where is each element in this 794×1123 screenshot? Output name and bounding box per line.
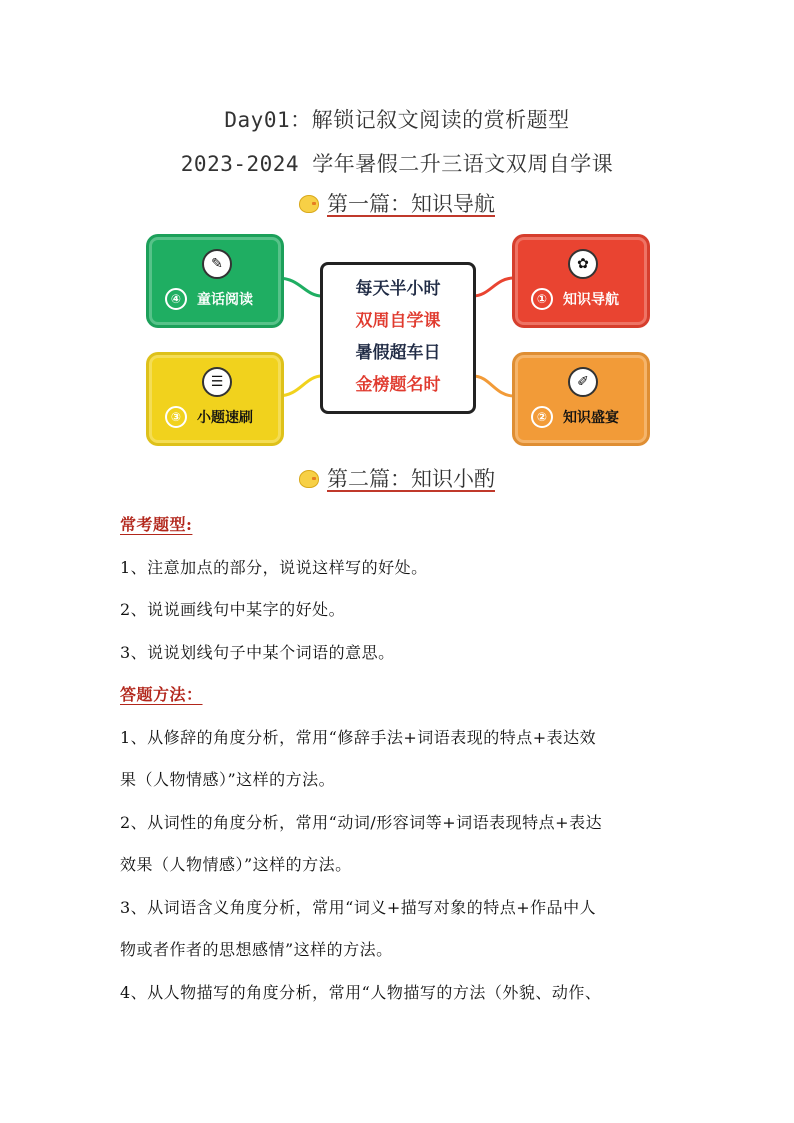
center-line: 双周自学课 bbox=[355, 311, 441, 331]
document-title: Day01：解锁记叙文阅读的赏析题型 bbox=[224, 108, 570, 132]
answer-method-line: 果（人物情感）”这样的方法。 bbox=[120, 770, 336, 789]
card-label: 童话阅读 bbox=[197, 292, 253, 308]
section2-label: 第二篇：知识小酌 bbox=[327, 467, 495, 491]
question-type-item: 2、说说画线句中某字的好处。 bbox=[120, 600, 346, 619]
card-number: ① bbox=[531, 288, 553, 310]
chick-icon bbox=[299, 195, 319, 213]
answer-method-line: 4、从人物描写的角度分析，常用“人物描写的方法（外貌、动作、 bbox=[120, 983, 602, 1002]
question-type-item: 3、说说划线句子中某个词语的意思。 bbox=[120, 643, 395, 662]
answer-method-line: 1、从修辞的角度分析，常用“修辞手法+词语表现的特点+表达效 bbox=[120, 728, 597, 747]
question-type-item: 1、注意加点的部分，说说这样写的好处。 bbox=[120, 558, 428, 577]
chick-icon bbox=[299, 470, 319, 488]
section1-label: 第一篇：知识导航 bbox=[327, 192, 495, 216]
section1-heading bbox=[0, 188, 794, 218]
card-number: ③ bbox=[165, 406, 187, 428]
document-subtitle: 2023-2024 学年暑假二升三语文双周自学课 bbox=[180, 152, 614, 176]
center-line: 暑假超车日 bbox=[355, 343, 441, 363]
card-label: 小题速刷 bbox=[197, 410, 253, 426]
mindmap-center bbox=[320, 262, 476, 414]
card-label: 知识导航 bbox=[563, 292, 619, 308]
book-icon: ✎ bbox=[202, 249, 232, 279]
answer-method-line: 3、从词语含义角度分析，常用“词义+描写对象的特点+作品中人 bbox=[120, 898, 597, 917]
center-line: 每天半小时 bbox=[355, 279, 441, 299]
answer-methods-heading: 答题方法： bbox=[120, 685, 203, 704]
center-line: 金榜题名时 bbox=[355, 375, 441, 395]
mindmap bbox=[140, 226, 660, 456]
card-knowledge-feast bbox=[512, 352, 650, 446]
card-number: ② bbox=[531, 406, 553, 428]
card-label: 知识盛宴 bbox=[563, 410, 619, 426]
card-fairy-tale-reading bbox=[146, 234, 284, 328]
pencil-icon: ✐ bbox=[568, 367, 598, 397]
section2-heading bbox=[0, 463, 794, 493]
notepad-icon: ☰ bbox=[202, 367, 232, 397]
card-number: ④ bbox=[165, 288, 187, 310]
card-knowledge-navigation bbox=[512, 234, 650, 328]
palette-icon: ✿ bbox=[568, 249, 598, 279]
answer-method-line: 2、从词性的角度分析，常用“动词/形容词等+词语表现特点+表达 bbox=[120, 813, 603, 832]
card-quick-practice bbox=[146, 352, 284, 446]
answer-method-line: 物或者作者的思想感情”这样的方法。 bbox=[120, 940, 393, 959]
answer-method-line: 效果（人物情感）”这样的方法。 bbox=[120, 855, 352, 874]
question-types-heading: 常考题型: bbox=[120, 515, 193, 534]
